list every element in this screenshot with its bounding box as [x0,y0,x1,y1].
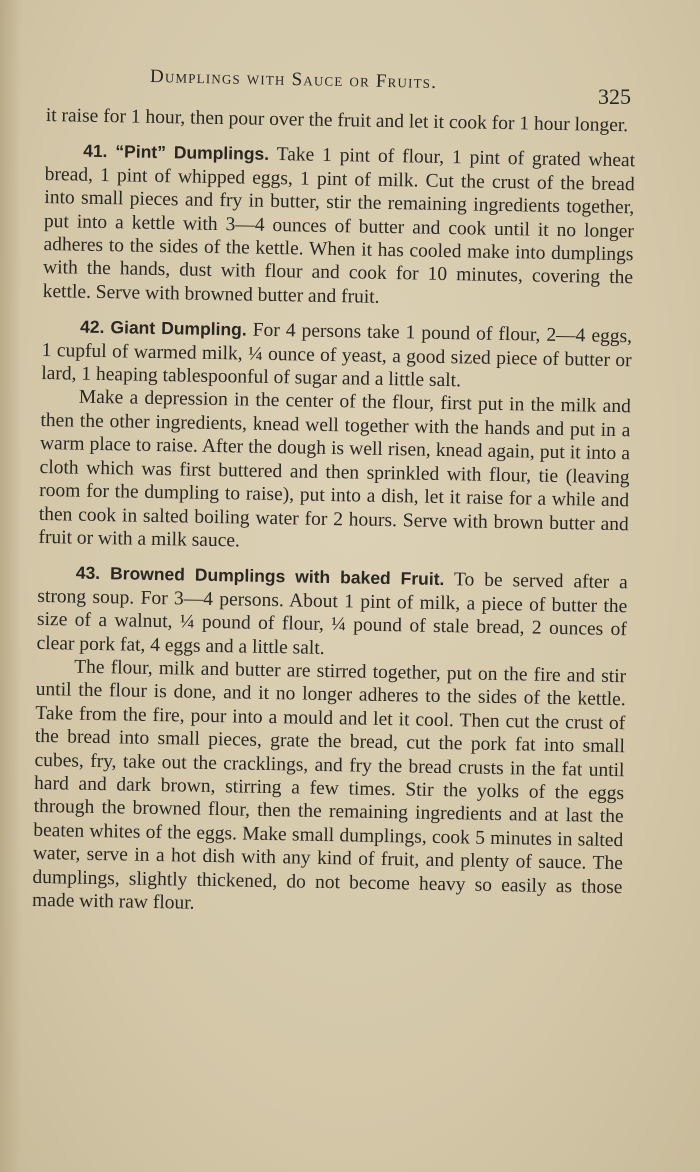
recipe-title: “Pint” Dumplings. [115,141,270,165]
page-body [32,104,636,923]
recipe-number: 43. [75,562,101,584]
recipe-number: 42. [79,316,105,338]
recipe-paragraph: The flour, milk and butter are stirred together, put on the fire and stir until the flour is done, and it no longer adheres to the sides of the kettle. Take from the fire, pour into a mould and let it cool. Then cut the crust of the bread into small pieces, grate the bread, cut the pork fat into small cubes, fry, take out the cracklings, and fry the bread crusts in the fat until hard and dark brown, stirring a few times. Stir the yolks of the eggs through the browned flour, then the remaining ingredients and at last the beaten whites of the eggs. Make small dumplings, cook 5 minutes in salted water, serve in a hot dish with any kind of fruit, and plenty of sauce. The dumplings, slightly thickened, do not become heavy so easily as those made with raw flour. [31,656,627,914]
recipe-text: To be served after a strong soup. For 3—4 persons. About 1 pint of milk, a piece of butter the size of a walnut, ¼ pound of flour, ¼ pound of stale bread, 2 ounces of clear pork fat, 4 eggs and a little salt. [36,569,628,659]
recipe-title: Browned Dumplings with baked Fruit. [109,563,445,590]
recipe-number: 41. [83,141,108,162]
page-number: 325 [598,84,631,109]
recipe-paragraph: Make a depression in the center of the flour, first put in the milk and then the other ingredients, knead well together with the hands and put in a warm place to raise. After the dough is well risen, knead again, put it into a cloth which was first buttered and then sprinkled with flour, tie (leaving room for the dumpling to raise), put into a dish, let it raise for a while and then cook in salted boiling water for 2 hours. Serve with brown butter and fruit or with a milk sauce. [38,387,631,552]
running-title: Dumplings with Sauce or Fruits. [149,66,438,94]
recipe-text: For 4 persons take 1 pound of flour, 2—4 eggs, 1 cupful of warmed milk, ¼ ounce of yeast, a good sized piece of butter or lard, 1 heaping tablespoonful of sugar and a little salt. [41,319,633,392]
continuation-paragraph: it raise for 1 hour, then pour over the fruit and let it cook for 1 hour longer. [45,104,629,137]
recipe-title: Giant Dumpling. [110,317,247,340]
recipe-43 [36,561,628,665]
recipe-text: Take 1 pint of flour, 1 pint of grated wheat bread, 1 pint of whipped eggs, 1 pint of milk. Cut the crust of the bread into small pieces and fry in butter, stir the remaining ingredients together, put into a kettle with 3—4 ounces of butter and cook until it no longer adheres to the sides of the kettle. When it has cooled make into dumplings with the hands, dust with flour and cook for 10 minutes, covering the kettle. Serve with browned butter and fruit. [42,144,636,308]
page-gutter-shadow [0,0,22,1172]
recipe-42 [41,315,632,396]
recipe-41 [43,139,636,313]
